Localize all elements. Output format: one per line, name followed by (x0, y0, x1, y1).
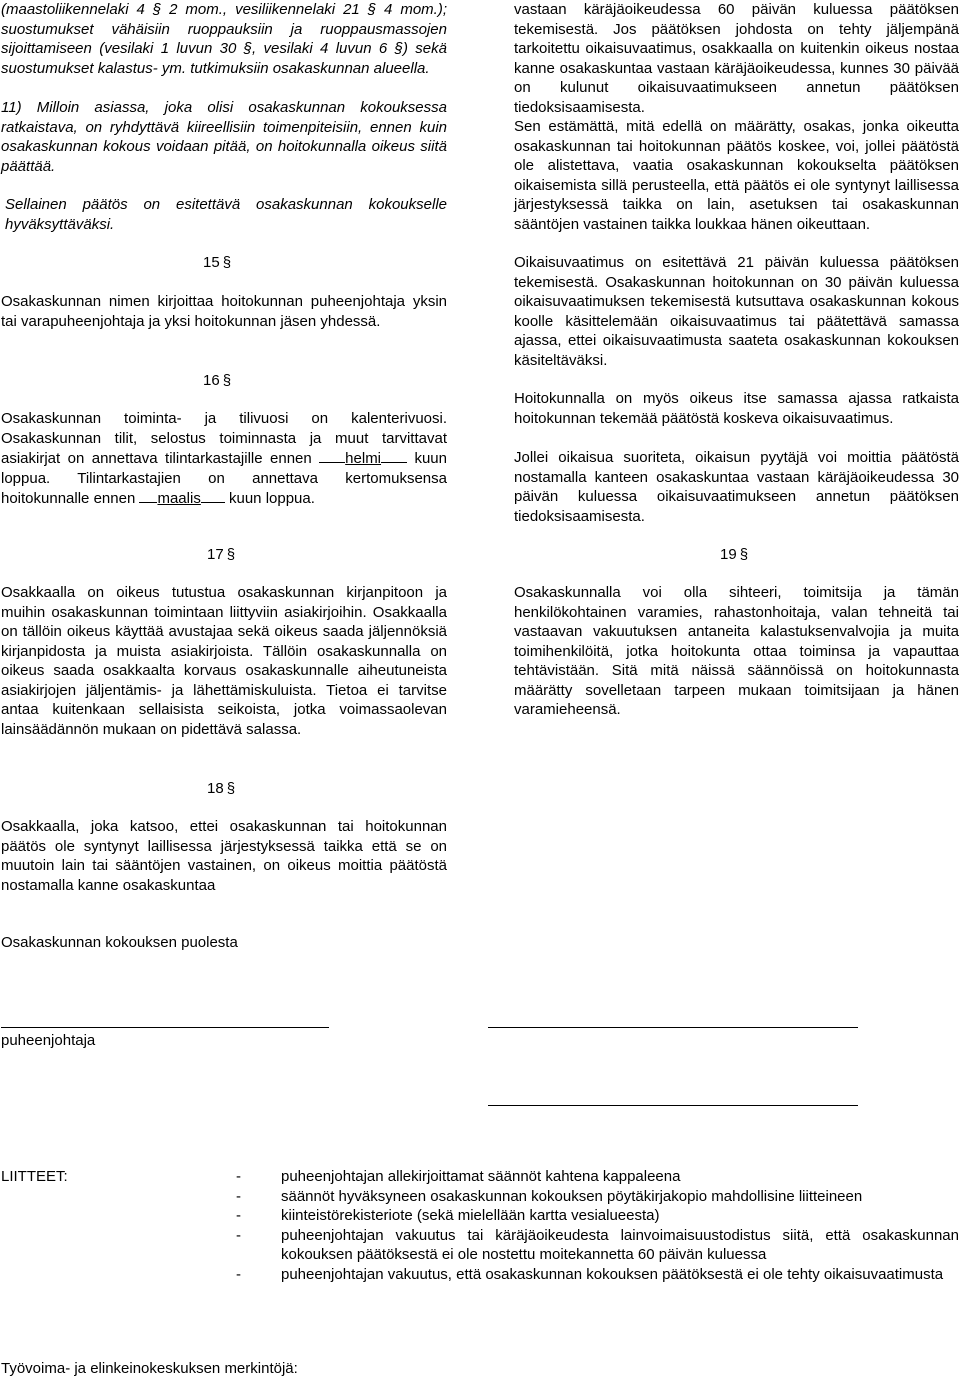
signature-line-right-1 (488, 1027, 858, 1028)
section-16-heading (203, 371, 231, 391)
section-18-heading (207, 779, 235, 799)
section-18-continued-4: Hoitokunnalla on myös oikeus itse samassa ajassa ratkaista hoitokunnan tekemää päätöstä koskeva oikaisuvaatimus. (514, 390, 959, 427)
attachments-label: LIITTEET: (1, 1168, 68, 1185)
section-15-heading (203, 253, 231, 273)
blank-line (381, 448, 407, 463)
signature-line-chair (1, 1027, 329, 1028)
section-number: 15 (203, 254, 220, 271)
section-number: 19 (720, 546, 737, 563)
on-behalf-label: Osakaskunnan kokouksen puolesta (1, 934, 238, 951)
chair-label: puheenjohtaja (1, 1032, 96, 1049)
attachment-text: puheenjohtajan vakuutus tai käräjäoikeudesta lainvoimaisuustodistus siitä, että osakaskunnan kokouksen päätöksestä ei ole nostettu moitekannetta 60 päivän kuluessa (281, 1226, 959, 1263)
section-symbol: § (222, 372, 232, 389)
section-18-text: Osakkaalla, joka katsoo, ettei osakaskunnan tai hoitokunnan päätös ole syntynyt laillisessa järjestyksessä taikka että se on muutoin lain tai sääntöjen vastainen, on oikeus moittia päätöstä nostamalla kanne osakaskuntaa (1, 818, 447, 894)
section-16-text (1, 409, 447, 509)
section-19-text: Osakaskunnalla voi olla sihteeri, toimitsija ja tämän henkilökohtainen varamies, rahastonhoitaja, valan tehneitä tai vastaavan vakuutuksen antaneita kalastuksenvalvojia ja muita toimihenkilöitä, jotka hoitokunta ottaa toiminsa ja vapauttaa tehtävistään. Sitä mitä näissä säännöissä on hoitokunnasta määrätty sovelletaan tarpeen mukaan toimitsijaan ja hänen varamieheensä. (514, 584, 959, 718)
attachment-dash: - (236, 1168, 241, 1185)
section-number: 16 (203, 372, 220, 389)
section-16-text-c: kuun loppua. (229, 490, 315, 507)
item-11-note: Sellainen päätös on esitettävä osakaskunnan kokoukselle hyväksyttäväksi. (5, 196, 447, 233)
attachment-text: puheenjohtajan vakuutus, että osakaskunnan kokouksen päätöksestä ei ole tehty oikaisuvaatimusta (281, 1265, 944, 1283)
attachment-text: säännöt hyväksyneen osakaskunnan kokouksen pöytäkirjakopio mahdollisine liitteineen (281, 1187, 863, 1205)
section-18-continued-2: Sen estämättä, mitä edellä on määrätty, osakas, jonka oikeutta osakaskunnan tai hoitokunnan päätös koskee, voi, jollei päätöstä ole alistettava, vaatia osakaskunnan kokoukselta päätöksen oikaisemista sillä perusteella, että päätös ei ole syntynyt laillisessa järjestyksessä taikka on lain, asetuksen tai osakaskunnan sääntöjen vastainen taikka loukkaa hänen oikeuttaan. (514, 118, 959, 233)
attachment-text: kiinteistörekisteriote (sekä mielellään kartta vesialueesta) (281, 1207, 660, 1224)
section-number: 17 (207, 546, 224, 563)
item-11-paragraph: 11) Milloin asiassa, joka olisi osakaskunnan kokouksessa ratkaistava, on ryhdyttävä kiireellisiin toimenpiteisiin, ennen kuin osakaskunnan kokous voidaan pitää, on hoitokunnalla oikeus siitä päättää. (1, 99, 447, 175)
section-16-text-b: kuun loppua. Tilintarkastajien on annettava kertomuksensa hoitokunnalle ennen (1, 450, 447, 507)
attachment-dash: - (236, 1207, 241, 1224)
signature-line-right-2 (488, 1105, 858, 1106)
section-18-continued-1: vastaan käräjäoikeudessa 60 päivän kuluessa päätöksen tekemisestä. Jos päätöksen johdosta on tehty jäljempänä tarkoitettu oikaisuvaatimus, osakkaalla on kuitenkin oikeus nostaa kanne osakaskuntaa vastaan käräjäoikeudessa, kunnes 30 päivää on kulunut oikaisuvaatimukseen annetun päätöksen tiedoksisaamisesta. (514, 1, 959, 116)
section-18-continued-5: Jollei oikaisua suoriteta, oikaisun pyytäjä voi moittia päätöstä nostamalla kanteen osakaskuntaa vastaan käräjäoikeudessa 30 päivän kuluessa oikaisuvaatimukseen annetun päätöksen tiedoksisaamisesta. (514, 449, 959, 525)
section-symbol: § (226, 780, 236, 797)
blank-line (139, 488, 157, 503)
attachment-text: puheenjohtajan allekirjoittamat säännöt kahtena kappaleena (281, 1168, 681, 1185)
section-symbol: § (739, 546, 749, 563)
blank-line (201, 488, 225, 503)
month-field-2: maalis (157, 490, 201, 507)
section-number: 18 (207, 780, 224, 797)
attachment-dash: - (236, 1265, 241, 1283)
section-19-heading (720, 545, 748, 565)
section-18-continued-3: Oikaisuvaatimus on esitettävä 21 päivän kuluessa päätöksen tekemisestä. Osakaskunnan hoitokunnan on 30 päivän kuluessa oikaisuvaatimuksen tekemisestä kutsuttava osakaskunnan kokous koolle käsittelemään oikaisuvaatimus tai päätettävä samassa ajassa, ettei oikaisuvaatimusta saateta osakaskunnan kokouksen käsiteltäväksi. (514, 254, 959, 369)
section-16-text-a: Osakaskunnan toiminta- ja tilivuosi on kalenterivuosi. Osakaskunnan tilit, selostus toiminnasta ja muut tarvittavat asiakirjat on annettava tilintarkastajille ennen (1, 410, 447, 467)
section-17-heading (207, 545, 235, 565)
attachment-dash: - (236, 1187, 241, 1205)
attachment-dash: - (236, 1226, 241, 1244)
section-15-text: Osakaskunnan nimen kirjoittaa hoitokunnan puheenjohtaja yksin tai varapuheenjohtaja ja yksi hoitokunnan jäsen yhdessä. (1, 293, 447, 330)
month-field-1: helmi (345, 450, 382, 467)
blank-line (319, 448, 345, 463)
footer-note: Työvoima- ja elinkeinokeskuksen merkintöjä: (1, 1360, 298, 1377)
section-symbol: § (226, 546, 236, 563)
section-symbol: § (222, 254, 232, 271)
intro-paragraph: (maastoliikennelaki 4 § 2 mom., vesiliikennelaki 21 § 4 mom.); suostumukset vähäisiin ruoppauksiin ja ruoppausmassojen sijoittamiseen (vesilaki 1 luvun 30 §, vesilaki 4 luvun 6 §) sekä suostumukset kalastus- ym. tutkimuksiin osakaskunnan alueella. (1, 1, 447, 77)
section-17-text: Osakkaalla on oikeus tutustua osakaskunnan kirjanpitoon ja muihin osakaskunnan toimintaan liittyviin asiakirjoihin. Osakkaalla on tällöin oikeus käyttää avustajaa sekä oikeus saada jäljennöksiä kirjanpidosta ja muista asiakirjoista. Tällöin osakaskunnalla on oikeus saada osakkaalta korvaus osakaskunnalle aiheutuneista asiakirjojen jäljentämis- ja lähettämiskuluista. Tietoa ei tarvitse antaa kuitenkaan sellaisista seikoista, jotka voimassaolevan lainsäädännön mukaan on pidettävä salassa. (1, 584, 447, 738)
